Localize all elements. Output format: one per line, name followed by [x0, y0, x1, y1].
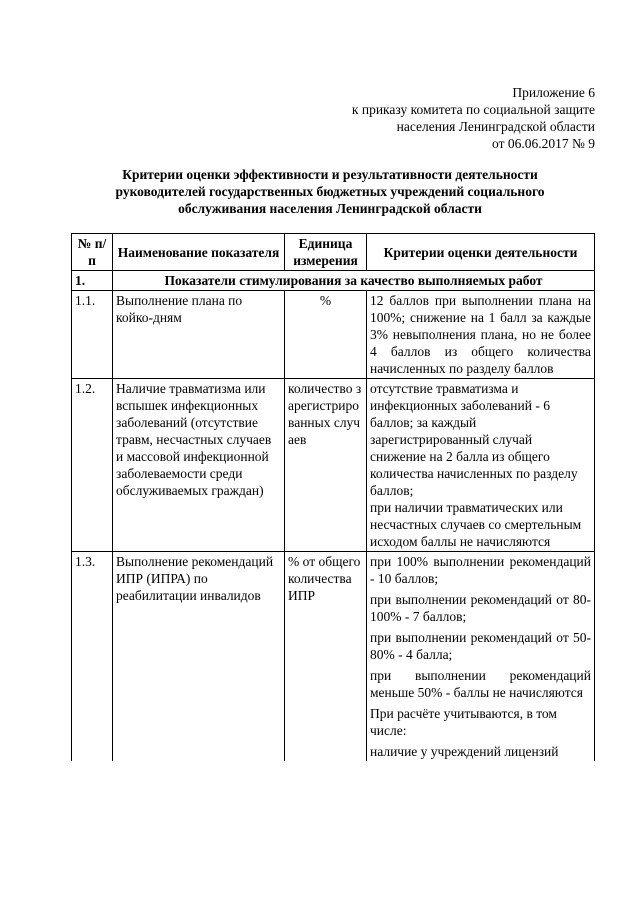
row-criteria [367, 379, 595, 552]
row-name: Наличие травматизма или вспышек инфекционных заболеваний (отсутствие травм, несчастных случаев и массовой инфекционной заболеваемости среди обслуживаемых граждан) [113, 379, 285, 552]
section-title: Показатели стимулирования за качество выполняемых работ [113, 271, 595, 291]
row-criteria [367, 552, 595, 762]
criteria-paragraph: отсутствие травматизма и инфекционных заболеваний - 6 баллов; за каждый зарегистрированный случай снижение на 2 балла из общего количества начисленных по разделу баллов; [370, 381, 578, 498]
row-criteria [367, 291, 595, 379]
header-name: Наименование показателя [113, 234, 285, 271]
section-row [72, 271, 595, 291]
criteria-paragraph: 12 баллов при выполнении плана на 100%; снижение на 1 балл за каждые 3% невыполнения плана, но не более 4 баллов из общего количества начисленных по разделу баллов [370, 293, 591, 376]
criteria-paragraph: при 100% выполнении рекомендаций - 10 баллов; [370, 554, 591, 586]
section-num: 1. [72, 271, 113, 291]
row-num: 1.3. [72, 552, 113, 762]
appendix-header [352, 84, 595, 152]
document-title [60, 166, 600, 217]
table-row [72, 291, 595, 379]
header-num: № п/п [72, 234, 113, 271]
row-name: Выполнение рекомендаций ИПР (ИПРА) по реабилитации инвалидов [113, 552, 285, 762]
appendix-line: от 06.06.2017 № 9 [492, 136, 595, 151]
title-line: обслуживания населения Ленинградской области [178, 201, 482, 216]
row-unit: % от общего количества ИПР [285, 552, 367, 762]
appendix-line: Приложение 6 [512, 85, 595, 100]
row-num: 1.2. [72, 379, 113, 552]
criteria-paragraph: при наличии травматических или несчастных случаев со смертельным исходом баллы не начисляются [370, 500, 582, 549]
criteria-paragraph: при выполнении рекомендаций от 80-100% - 7 баллов; [370, 592, 591, 624]
criteria-paragraph: при выполнении рекомендаций меньше 50% - баллы не начисляются [370, 668, 591, 700]
title-line: Критерии оценки эффективности и результативности деятельности [122, 167, 538, 182]
row-num: 1.1. [72, 291, 113, 379]
header-unit: Единица измерения [285, 234, 367, 271]
table-row [72, 379, 595, 552]
criteria-paragraph: при выполнении рекомендаций от 50-80% - 4 балла; [370, 630, 591, 662]
row-name: Выполнение плана по койко-дням [113, 291, 285, 379]
criteria-table [71, 233, 595, 761]
appendix-line: к приказу комитета по социальной защите [351, 102, 595, 117]
header-criteria: Критерии оценки деятельности [367, 234, 595, 271]
criteria-paragraph: наличие у учреждений лицензий [370, 744, 559, 759]
table-row [72, 552, 595, 762]
appendix-line: населения Ленинградской области [396, 119, 595, 134]
table-header-row [72, 234, 595, 271]
title-line: руководителей государственных бюджетных учреждений социального [115, 184, 545, 199]
row-unit: % [285, 291, 367, 379]
criteria-paragraph: При расчёте учитываются, в том числе: [370, 706, 557, 738]
row-unit: количество зарегистрированных случаев [285, 379, 367, 552]
